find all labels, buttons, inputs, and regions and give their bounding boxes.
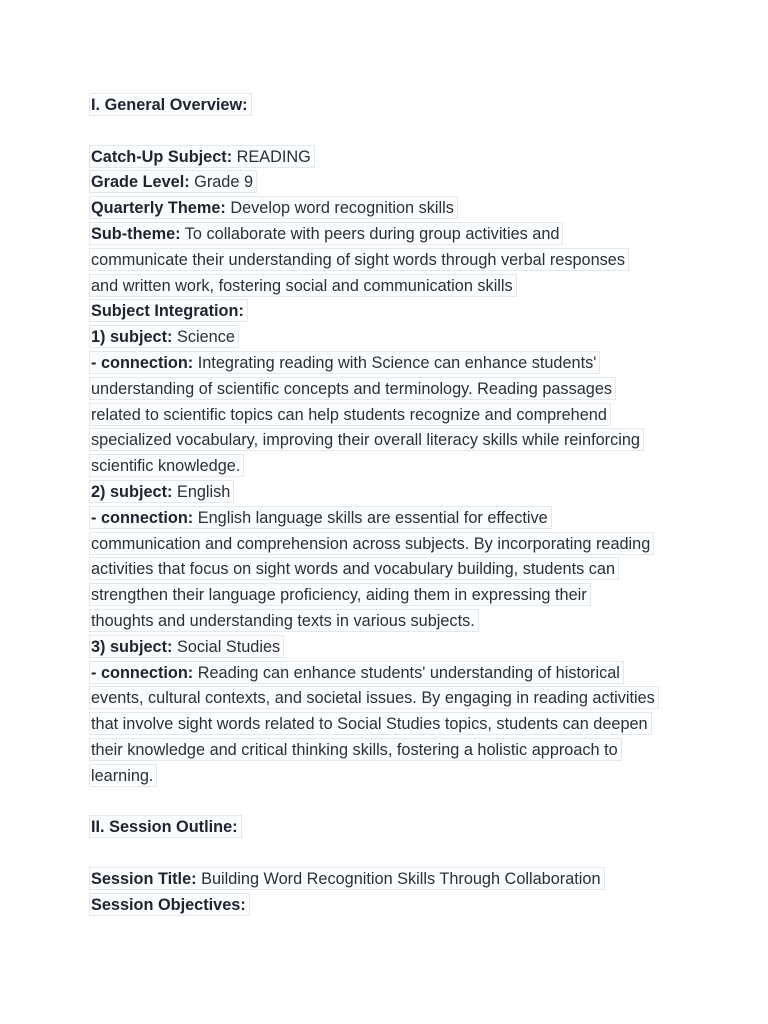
subject-1-value: Science [172,328,235,347]
subject-1-connection-line-3 [90,403,690,429]
grade-level-line [90,170,690,196]
sub-theme-text-3: and written work, fostering social and communication skills [89,274,517,297]
subject-1-connection-label: - connection: [91,353,194,372]
subject-1-connection-line-4 [90,428,690,454]
subject-2-connection-text-4: strengthen their language proficiency, aiding them in expressing their [89,583,591,606]
section-2-heading: II. Session Outline: [89,815,242,838]
subject-1-connection-text-2: understanding of scientific concepts and terminology. Reading passages [89,377,616,400]
subject-3-connection-line-1 [90,661,690,687]
subject-2-connection-text-5: thoughts and understanding texts in various subjects. [89,609,479,632]
subject-2-connection-text-1: English language skills are essential for effective [193,508,548,527]
sub-theme-label: Sub-theme: [91,224,181,243]
subject-2-connection-text-2: communication and comprehension across subjects. By incorporating reading [89,532,654,555]
section-1-heading-line [90,93,690,119]
subject-1-connection-text-5: scientific knowledge. [89,454,244,477]
catchup-subject-value: READING [232,147,311,166]
subject-2-connection-line-2 [90,532,690,558]
section-1-heading: I. General Overview: [89,93,252,116]
subject-3-connection-label: - connection: [91,663,194,682]
subject-2-connection-line-4 [90,583,690,609]
sub-theme-text-1: To collaborate with peers during group activities and [180,224,560,243]
subject-3-connection-line-3 [90,712,690,738]
subject-2-connection-line-5 [90,609,690,635]
spacer [90,841,690,867]
subject-3-connection-line-5 [90,764,690,790]
subject-3-connection-text-3: that involve sight words related to Social Studies topics, students can deepen [89,712,652,735]
catchup-subject-line [90,145,690,171]
document-body [90,93,690,919]
subject-2-value: English [172,482,231,501]
subject-3-connection-text-4: their knowledge and critical thinking skills, fostering a holistic approach to [89,738,622,761]
sub-theme-text-2: communicate their understanding of sight words through verbal responses [89,248,629,271]
subject-3-connection-line-2 [90,686,690,712]
subject-3-line [90,635,690,661]
subject-2-connection-line-1 [90,506,690,532]
subject-2-label: 2) subject: [91,482,173,501]
subject-2-connection-text-3: activities that focus on sight words and vocabulary building, students can [89,557,619,580]
grade-level-value: Grade 9 [189,173,253,192]
subject-3-connection-line-4 [90,738,690,764]
subject-1-connection-text-1: Integrating reading with Science can enhance students' [193,353,597,372]
sub-theme-line-2 [90,248,690,274]
subject-1-connection-text-4: specialized vocabulary, improving their overall literacy skills while reinforcing [89,428,644,451]
catchup-subject-label: Catch-Up Subject: [91,147,233,166]
sub-theme-line-3 [90,274,690,300]
grade-level-label: Grade Level: [91,173,190,192]
subject-2-connection-label: - connection: [91,508,194,527]
subject-1-line [90,325,690,351]
spacer [90,790,690,816]
subject-2-connection-line-3 [90,557,690,583]
subject-1-connection-line-1 [90,351,690,377]
session-objectives-line [90,893,690,919]
subject-3-connection-text-1: Reading can enhance students' understanding of historical [193,663,620,682]
spacer [90,119,690,145]
session-title-line [90,867,690,893]
session-title-label: Session Title: [91,869,197,888]
quarterly-theme-value: Develop word recognition skills [225,199,454,218]
sub-theme-line-1 [90,222,690,248]
session-objectives-label: Session Objectives: [89,893,250,916]
subject-integration-label: Subject Integration: [89,299,248,322]
subject-3-label: 3) subject: [91,637,173,656]
subject-3-connection-text-2: events, cultural contexts, and societal issues. By engaging in reading activities [89,686,659,709]
section-2-heading-line [90,815,690,841]
subject-1-connection-line-5 [90,454,690,480]
subject-1-label: 1) subject: [91,328,173,347]
subject-1-connection-text-3: related to scientific topics can help students recognize and comprehend [89,403,611,426]
subject-2-line [90,480,690,506]
subject-1-connection-line-2 [90,377,690,403]
subject-3-value: Social Studies [172,637,281,656]
subject-3-connection-text-5: learning. [89,764,157,787]
quarterly-theme-line [90,196,690,222]
subject-integration-line [90,299,690,325]
quarterly-theme-label: Quarterly Theme: [91,199,226,218]
session-title-value: Building Word Recognition Skills Through Collaboration [196,869,601,888]
